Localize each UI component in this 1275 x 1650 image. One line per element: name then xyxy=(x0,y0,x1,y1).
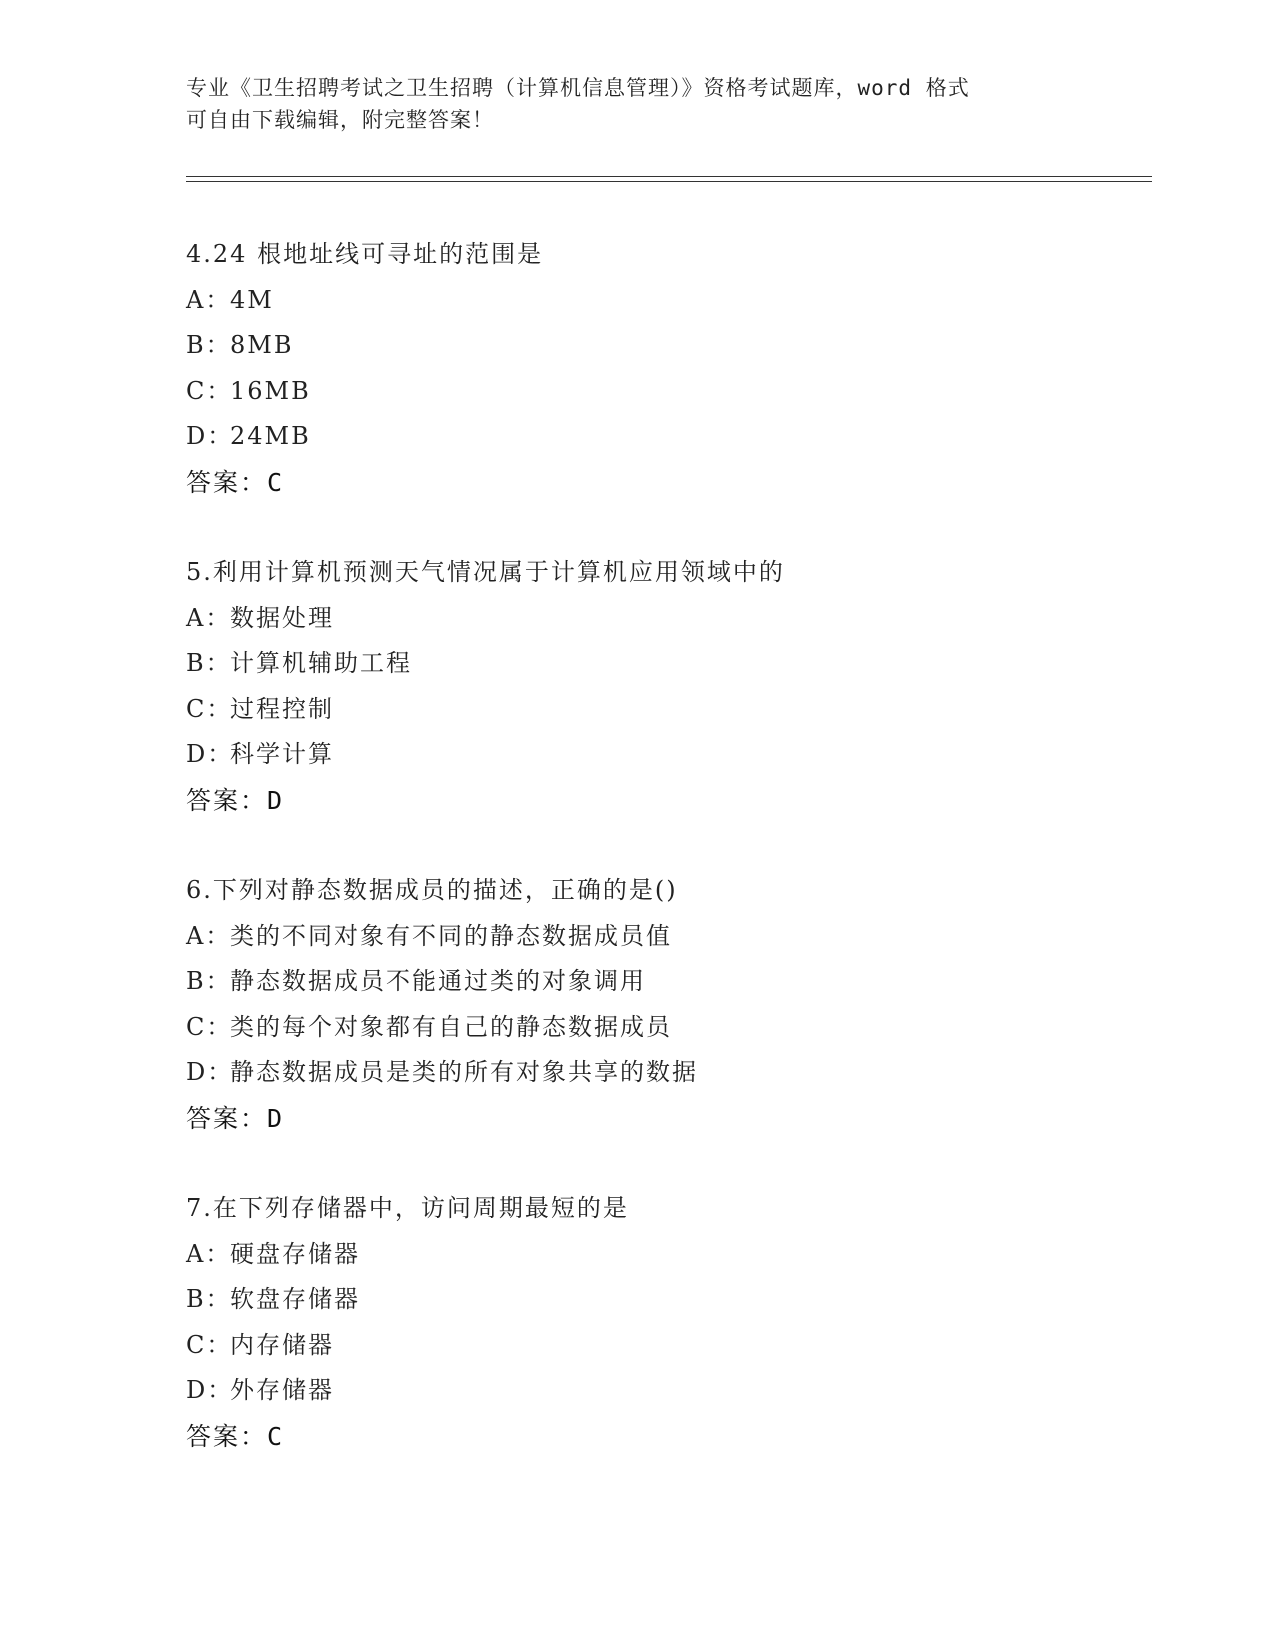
option-text: 8MB xyxy=(230,331,294,359)
option-key: C： xyxy=(186,376,233,405)
option-text: 24MB xyxy=(230,422,311,450)
option-d xyxy=(186,414,1136,460)
option-b xyxy=(186,323,1136,369)
answer-line xyxy=(186,778,1136,824)
option-c xyxy=(186,1005,1136,1051)
answer-value: C xyxy=(267,467,284,497)
answer-label: 答案： xyxy=(186,1421,268,1451)
option-text: 数据处理 xyxy=(230,603,334,632)
answer-line xyxy=(186,1096,1136,1142)
option-text: 静态数据成员不能通过类的对象调用 xyxy=(230,967,646,995)
question-stem: 5.利用计算机预测天气情况属于计算机应用领域中的 xyxy=(186,558,785,586)
option-c xyxy=(186,369,1136,415)
option-key: A： xyxy=(186,921,232,950)
option-key: A： xyxy=(186,603,232,632)
option-key: B： xyxy=(186,1285,232,1313)
option-key: C： xyxy=(186,1012,233,1041)
option-a xyxy=(186,1232,1136,1278)
answer-line xyxy=(186,1414,1136,1460)
option-key: B： xyxy=(186,649,232,677)
option-key: D： xyxy=(186,422,234,450)
question-block xyxy=(186,550,1136,823)
option-key: D： xyxy=(186,1058,234,1086)
option-key: C： xyxy=(186,694,233,723)
option-a xyxy=(186,914,1136,960)
option-b xyxy=(186,641,1136,687)
option-d xyxy=(186,1368,1136,1414)
answer-label: 答案： xyxy=(186,785,268,815)
option-a xyxy=(186,278,1136,324)
answer-value: D xyxy=(267,1103,284,1133)
option-text: 静态数据成员是类的所有对象共享的数据 xyxy=(230,1058,698,1086)
answer-value: D xyxy=(267,785,284,815)
option-key: B： xyxy=(186,331,232,359)
header-divider-top xyxy=(186,176,1152,177)
option-key: C： xyxy=(186,1330,233,1359)
option-d xyxy=(186,732,1136,778)
option-key: B： xyxy=(186,967,232,995)
option-text: 过程控制 xyxy=(230,694,334,723)
option-b xyxy=(186,1277,1136,1323)
option-d xyxy=(186,1050,1136,1096)
option-text: 类的不同对象有不同的静态数据成员值 xyxy=(230,921,672,950)
answer-label: 答案： xyxy=(186,1103,268,1133)
option-text: 16MB xyxy=(230,376,311,405)
option-text: 4M xyxy=(230,285,274,314)
question-block xyxy=(186,232,1136,505)
question-stem: 4.24 根地址线可寻址的范围是 xyxy=(186,240,544,268)
option-text: 内存储器 xyxy=(230,1330,334,1359)
document-header xyxy=(186,72,1066,136)
option-text: 类的每个对象都有自己的静态数据成员 xyxy=(230,1012,672,1041)
option-key: A： xyxy=(186,285,232,314)
option-b xyxy=(186,959,1136,1005)
header-line-1: 专业《卫生招聘考试之卫生招聘（计算机信息管理）》资格考试题库，word 格式 xyxy=(186,76,970,100)
option-c xyxy=(186,687,1136,733)
answer-line xyxy=(186,460,1136,506)
option-key: A： xyxy=(186,1239,232,1268)
option-text: 硬盘存储器 xyxy=(230,1239,360,1268)
answer-value: C xyxy=(267,1421,284,1451)
question-stem: 7.在下列存储器中，访问周期最短的是 xyxy=(186,1194,629,1222)
option-text: 外存储器 xyxy=(230,1376,334,1404)
option-text: 软盘存储器 xyxy=(230,1285,360,1313)
option-key: D： xyxy=(186,1376,234,1404)
option-key: D： xyxy=(186,740,234,768)
header-divider-bottom xyxy=(186,181,1152,182)
option-text: 计算机辅助工程 xyxy=(230,649,412,677)
option-a xyxy=(186,596,1136,642)
option-c xyxy=(186,1323,1136,1369)
question-block xyxy=(186,868,1136,1141)
option-text: 科学计算 xyxy=(230,740,334,768)
question-stem: 6.下列对静态数据成员的描述，正确的是() xyxy=(186,876,678,904)
header-line-2: 可自由下载编辑，附完整答案！ xyxy=(186,108,494,132)
answer-label: 答案： xyxy=(186,467,268,497)
question-block xyxy=(186,1186,1136,1459)
